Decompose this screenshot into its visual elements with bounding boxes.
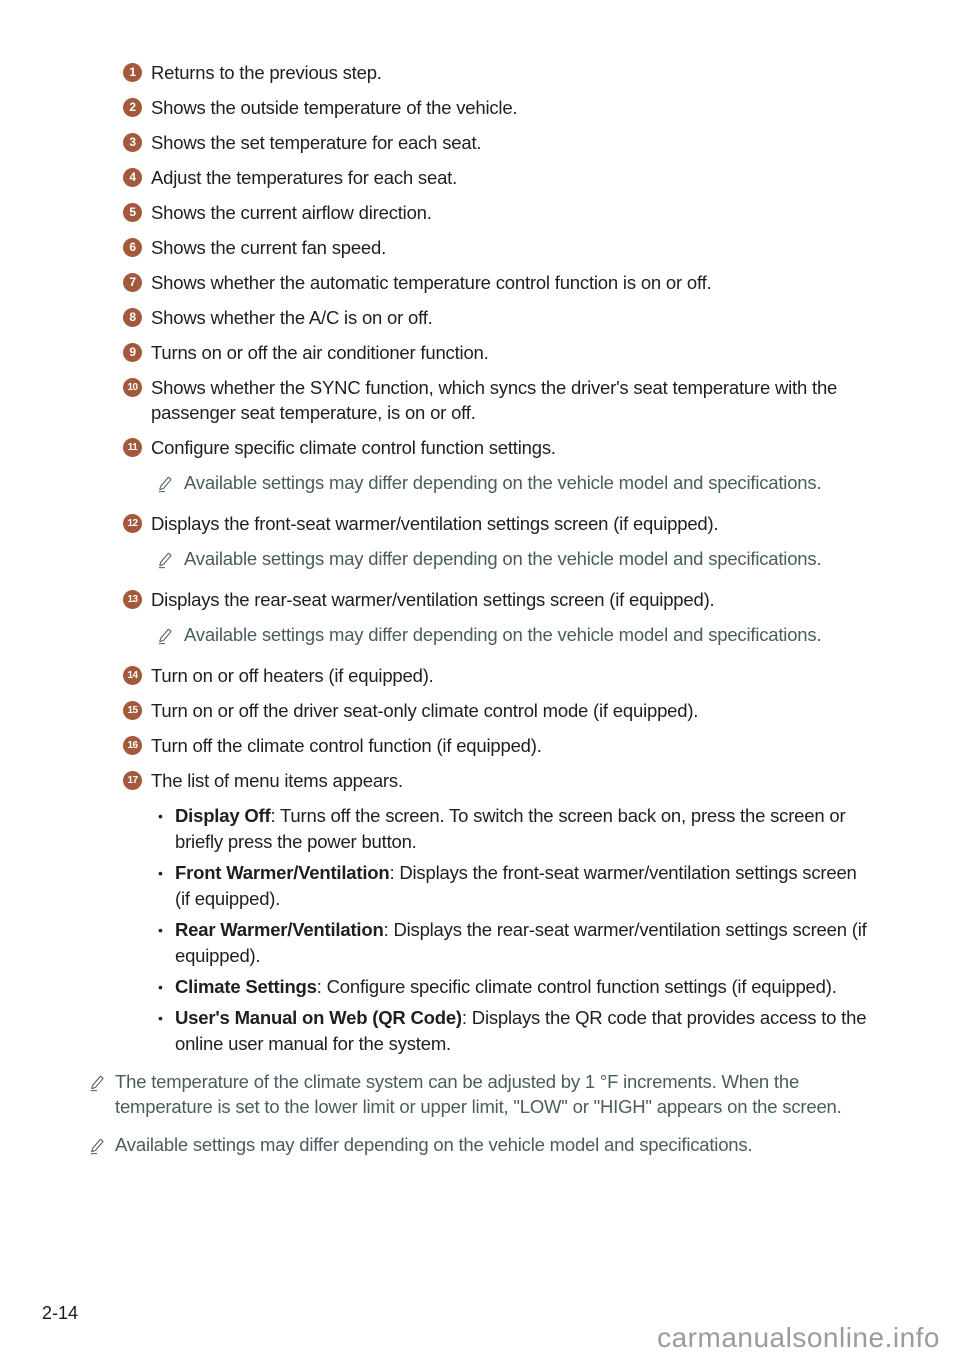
list-item xyxy=(123,375,875,425)
pencil-icon xyxy=(156,626,173,651)
bullet-desc: : Displays the front-seat warmer/ventilation settings screen (if equipped). xyxy=(175,862,857,909)
bullet-text xyxy=(175,974,837,1000)
item-number-badge: 2 xyxy=(123,98,142,117)
bullet-label: Climate Settings xyxy=(175,976,317,997)
item-number-badge: 8 xyxy=(123,308,142,327)
item-number-badge: 17 xyxy=(123,771,142,790)
list-item xyxy=(123,305,875,330)
menu-items-list xyxy=(158,803,875,1057)
note-text: Available settings may differ depending on the vehicle model and specifications. xyxy=(115,1134,753,1155)
list-item xyxy=(123,768,875,793)
list-item xyxy=(123,270,875,295)
bullet-label: User's Manual on Web (QR Code) xyxy=(175,1007,462,1028)
bullet-icon: • xyxy=(158,808,163,824)
item-number-badge: 3 xyxy=(123,133,142,152)
bullet-icon: • xyxy=(158,979,163,995)
item-number-badge: 14 xyxy=(123,666,142,685)
item-number-badge: 6 xyxy=(123,238,142,257)
item-number-badge: 5 xyxy=(123,203,142,222)
bullet-desc: : Displays the QR code that provides access to the online user manual for the system. xyxy=(175,1007,867,1054)
bullet-icon: • xyxy=(158,922,163,938)
item-text: Shows whether the automatic temperature control function is on or off. xyxy=(151,272,712,293)
bullet-icon: • xyxy=(158,865,163,881)
list-item xyxy=(123,130,875,155)
list-item xyxy=(123,511,875,536)
bullet-label: Front Warmer/Ventilation xyxy=(175,862,390,883)
bullet-label: Display Off xyxy=(175,805,271,826)
list-item xyxy=(123,587,875,612)
item-text: Shows whether the A/C is on or off. xyxy=(151,307,433,328)
pencil-icon xyxy=(156,474,173,499)
item-number-badge: 10 xyxy=(123,378,142,397)
menu-bullet xyxy=(158,974,875,1000)
list-item xyxy=(123,200,875,225)
menu-bullet xyxy=(158,803,875,855)
list-item xyxy=(123,340,875,365)
note xyxy=(156,470,875,499)
note-text: The temperature of the climate system can be adjusted by 1 °F increments. When the temperature is set to the lower limit or upper limit, "LOW" or "HIGH" appears on the screen. xyxy=(115,1071,842,1117)
pencil-icon xyxy=(88,1136,105,1161)
item-number-badge: 15 xyxy=(123,701,142,720)
item-text: Shows the outside temperature of the vehicle. xyxy=(151,97,518,118)
list-item xyxy=(123,95,875,120)
bullet-label: Rear Warmer/Ventilation xyxy=(175,919,384,940)
item-text: Turn on or off heaters (if equipped). xyxy=(151,665,434,686)
item-text: Shows the set temperature for each seat. xyxy=(151,132,482,153)
item-number-badge: 1 xyxy=(123,63,142,82)
bullet-text xyxy=(175,917,875,969)
item-text: Turns on or off the air conditioner function. xyxy=(151,342,489,363)
item-number-badge: 11 xyxy=(123,438,142,457)
note xyxy=(156,546,875,575)
note xyxy=(88,1132,875,1161)
pencil-icon xyxy=(156,550,173,575)
menu-bullet xyxy=(158,860,875,912)
list-item xyxy=(123,698,875,723)
list-item xyxy=(123,435,875,460)
note-text: Available settings may differ depending on the vehicle model and specifications. xyxy=(184,624,822,645)
list-item xyxy=(123,165,875,190)
list-item xyxy=(123,733,875,758)
menu-bullet xyxy=(158,917,875,969)
menu-bullet xyxy=(158,1005,875,1057)
item-text: Configure specific climate control function settings. xyxy=(151,437,556,458)
item-text: Returns to the previous step. xyxy=(151,62,382,83)
item-text: Turn off the climate control function (if equipped). xyxy=(151,735,542,756)
watermark: carmanualsonline.info xyxy=(657,1322,940,1353)
note xyxy=(88,1069,875,1119)
item-number-badge: 16 xyxy=(123,736,142,755)
item-number-badge: 13 xyxy=(123,590,142,609)
item-number-badge: 4 xyxy=(123,168,142,187)
bullet-desc: : Configure specific climate control function settings (if equipped). xyxy=(316,976,837,997)
note-text: Available settings may differ depending on the vehicle model and specifications. xyxy=(184,548,822,569)
bullet-text xyxy=(175,860,875,912)
item-number-badge: 9 xyxy=(123,343,142,362)
bullet-icon: • xyxy=(158,1010,163,1026)
item-number-badge: 12 xyxy=(123,514,142,533)
list-item xyxy=(123,60,875,85)
page-number: 2-14 xyxy=(42,1303,79,1323)
bullet-desc: : Displays the rear-seat warmer/ventilation settings screen (if equipped). xyxy=(175,919,867,966)
item-text: Shows the current fan speed. xyxy=(151,237,387,258)
item-number-badge: 7 xyxy=(123,273,142,292)
item-text: Turn on or off the driver seat-only climate control mode (if equipped). xyxy=(151,700,699,721)
item-text: Shows whether the SYNC function, which syncs the driver's seat temperature with the passenger seat temperature, is on or off. xyxy=(151,377,838,423)
pencil-icon xyxy=(88,1073,105,1119)
item-text: Displays the rear-seat warmer/ventilation settings screen (if equipped). xyxy=(151,589,715,610)
list-item xyxy=(123,663,875,688)
bullet-text xyxy=(175,1005,875,1057)
item-text: Shows the current airflow direction. xyxy=(151,202,432,223)
note xyxy=(156,622,875,651)
note-text: Available settings may differ depending on the vehicle model and specifications. xyxy=(184,472,822,493)
bullet-desc: : Turns off the screen. To switch the screen back on, press the screen or briefly press the power button. xyxy=(175,805,846,852)
item-text: Adjust the temperatures for each seat. xyxy=(151,167,458,188)
item-text: Displays the front-seat warmer/ventilation settings screen (if equipped). xyxy=(151,513,719,534)
bullet-text xyxy=(175,803,875,855)
list-item xyxy=(123,235,875,260)
item-text: The list of menu items appears. xyxy=(151,770,403,791)
